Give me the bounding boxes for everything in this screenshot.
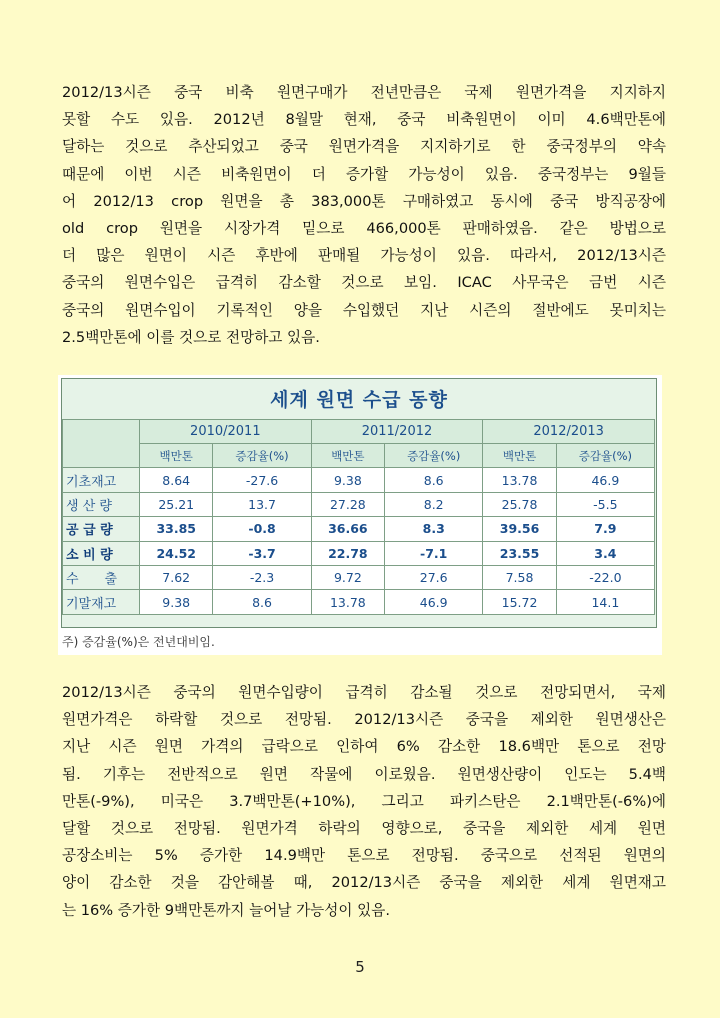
year-header: 2010/2011 [140, 420, 312, 444]
blank-corner-cell [63, 420, 140, 468]
cell: -2.3 [213, 565, 311, 589]
text-line: 는 16% 증가한 9백만톤까지 늘어날 가능성이 있음. [62, 901, 390, 919]
sub-header: 백만톤 [483, 444, 556, 468]
text-line: 중국의 원면수입이 기록적인 양을 수입했던 지난 시즌의 절반에도 못미치는 [62, 301, 666, 319]
page-number: 5 [355, 958, 365, 976]
cell: 8.64 [140, 468, 213, 492]
table-title: 세계 원면 수급 동향 [270, 389, 448, 411]
row-label: 생 산 량 [63, 492, 140, 516]
row-label: 소 비 량 [63, 541, 140, 565]
cell: 8.3 [385, 517, 483, 541]
text-line: 못할 수도 있음. 2012년 8월말 현재, 중국 비축원면이 이미 4.6백만톤에 [62, 111, 666, 129]
sub-header: 증감율(%) [213, 444, 311, 468]
cell: 7.58 [483, 565, 556, 589]
text-line: 2012/13시즌 중국의 원면수입량이 급격히 감소될 것으로 전망되면서, 국제 [62, 684, 666, 701]
year-header-row [63, 420, 655, 444]
cell: 15.72 [483, 590, 556, 614]
paragraph-1 [62, 79, 666, 351]
cell: 8.2 [385, 492, 483, 516]
cell: 9.38 [311, 468, 384, 492]
cell: 25.78 [483, 492, 556, 516]
cell: 13.7 [213, 492, 311, 516]
text-line: 원면가격은 하락할 것으로 전망됨. 2012/13시즌 중국을 제외한 원면생산은 [62, 711, 666, 729]
text-line: old crop 원면을 시장가격 밑으로 466,000톤 판매하였음. 같은 방법으로 [62, 220, 666, 238]
text-line: 달하는 것으로 추산되었고 중국 원면가격을 지지하기로 한 중국정부의 약속 [62, 138, 666, 156]
cell: -0.8 [213, 517, 311, 541]
supply-demand-figure [58, 375, 662, 655]
sub-header: 증감율(%) [385, 444, 483, 468]
cell: -22.0 [556, 565, 654, 589]
row-label: 수 출 [63, 565, 140, 589]
cell: 39.56 [483, 517, 556, 541]
supply-demand-table [62, 419, 655, 615]
text-line: 달할 것으로 전망됨. 원면가격 하락의 영향으로, 중국을 제외한 세계 원면 [62, 820, 666, 838]
sub-header: 증감율(%) [556, 444, 654, 468]
cell: 13.78 [311, 590, 384, 614]
cell: 13.78 [483, 468, 556, 492]
table-row [63, 468, 655, 492]
sub-header: 백만톤 [311, 444, 384, 468]
cell: 8.6 [385, 468, 483, 492]
year-header: 2012/2013 [483, 420, 655, 444]
text-line: 중국의 원면수입은 급격히 감소할 것으로 보임. ICAC 사무국은 금번 시즌 [62, 274, 666, 292]
text-line: 더 많은 원면이 시즌 후반에 판매될 가능성이 있음. 따라서, 2012/13시즌 [62, 247, 666, 265]
cell: 9.72 [311, 565, 384, 589]
cell: 46.9 [556, 468, 654, 492]
year-header: 2011/2012 [311, 420, 483, 444]
row-label: 기말재고 [63, 590, 140, 614]
cell: 7.62 [140, 565, 213, 589]
table-row [63, 590, 655, 614]
cell: 25.21 [140, 492, 213, 516]
text-line: 때문에 이번 시즌 비축원면이 더 증가할 가능성이 있음. 중국정부는 9월들 [62, 165, 666, 183]
text-line: 됨. 기후는 전반적으로 원면 작물에 이로웠음. 원면생산량이 인도는 5.4백 [62, 765, 666, 783]
table-row [63, 517, 655, 541]
cell: 14.1 [556, 590, 654, 614]
table-row [63, 565, 655, 589]
text-line: 2.5백만톤에 이를 것으로 전망하고 있음. [62, 328, 320, 346]
cell: 3.4 [556, 541, 654, 565]
cell: 24.52 [140, 541, 213, 565]
cell: -27.6 [213, 468, 311, 492]
cell: -3.7 [213, 541, 311, 565]
sub-header: 백만톤 [140, 444, 213, 468]
paragraph-2 [62, 679, 666, 924]
cell: 7.9 [556, 517, 654, 541]
table-note: 주) 증감율(%)은 전년대비임. [62, 635, 215, 649]
cell: -7.1 [385, 541, 483, 565]
cell: -5.5 [556, 492, 654, 516]
cell: 46.9 [385, 590, 483, 614]
cell: 22.78 [311, 541, 384, 565]
row-label: 기초재고 [63, 468, 140, 492]
text-line: 어 2012/13 crop 원면을 총 383,000톤 구매하였고 동시에 중국 방직공장에 [62, 192, 666, 210]
text-line: 공장소비는 5% 증가한 14.9백만 톤으로 전망됨. 중국으로 선적된 원면의 [62, 847, 666, 865]
cell: 36.66 [311, 517, 384, 541]
cell: 33.85 [140, 517, 213, 541]
cell: 27.6 [385, 565, 483, 589]
row-label: 공 급 량 [63, 517, 140, 541]
table-frame [61, 378, 657, 628]
cell: 23.55 [483, 541, 556, 565]
cell: 27.28 [311, 492, 384, 516]
text-line: 양이 감소한 것을 감안해볼 때, 2012/13시즌 중국을 제외한 세계 원면재고 [62, 874, 666, 892]
table-row [63, 541, 655, 565]
text-line: 지난 시즌 원면 가격의 급락으로 인하여 6% 감소한 18.6백만 톤으로 전망 [62, 738, 666, 756]
cell: 8.6 [213, 590, 311, 614]
text-line: 2012/13시즌 중국 비축 원면구매가 전년만큼은 국제 원면가격을 지지하지 [62, 84, 666, 101]
text-line: 만톤(-9%), 미국은 3.7백만톤(+10%), 그리고 파키스탄은 2.1백만톤(-6%)에 [62, 792, 666, 810]
cell: 9.38 [140, 590, 213, 614]
sub-header-row [63, 444, 655, 468]
table-row [63, 492, 655, 516]
